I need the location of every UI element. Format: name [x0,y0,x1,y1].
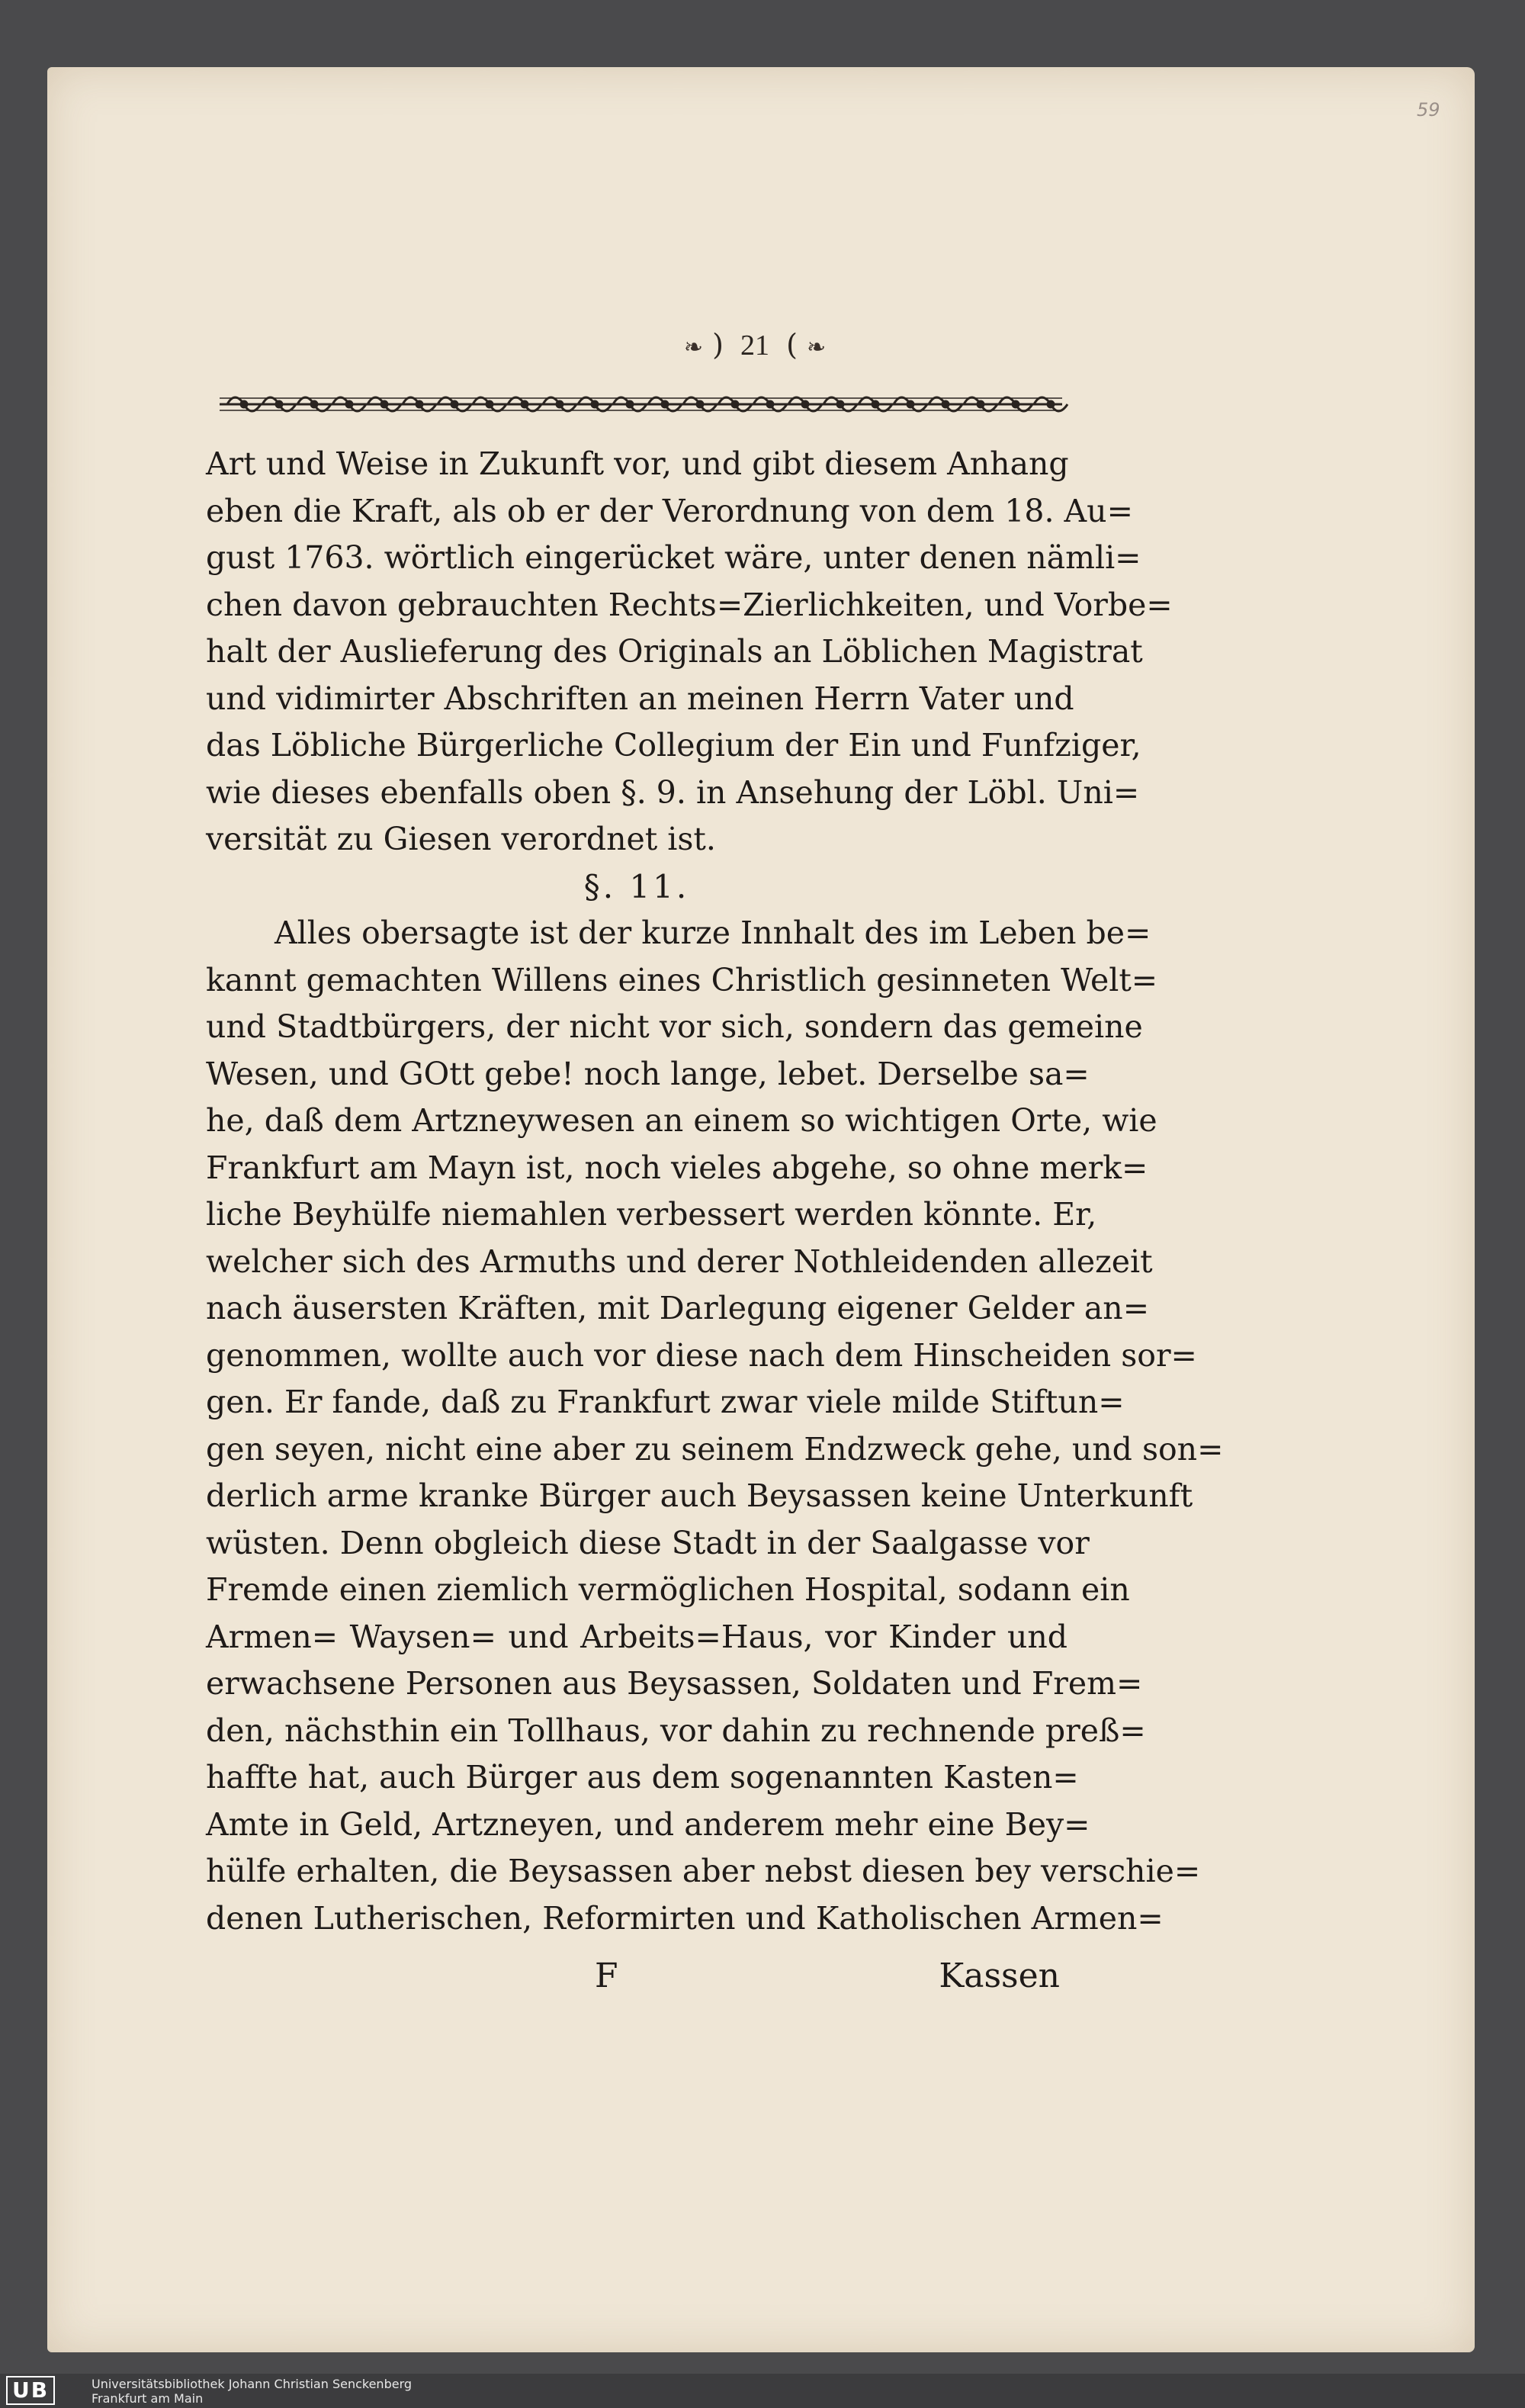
catchword: Kassen [939,1956,1060,1995]
text-line: und Stadtbürgers, der nicht vor sich, sondern das gemeine [206,1008,1143,1045]
library-logo: UB [6,2375,82,2406]
text-line: Alles obersagte ist der kurze Innhalt des im Leben be= [274,915,1151,951]
footer-line [206,1956,1068,2010]
text-line: wüsten. Denn obgleich diese Stadt in der Saalgasse vor [206,1524,1090,1561]
text-line: wie dieses ebenfalls oben §. 9. in Ansehung der Löbl. Uni= [206,773,1140,811]
text-line: welcher sich des Armuths und derer Nothleidenden allezeit [206,1243,1153,1280]
text-line: gust 1763. wörtlich eingerücket wäre, unter denen nämli= [206,539,1141,576]
text-line: das Löbliche Bürgerliche Collegium der Ein und Funfziger, [206,727,1141,764]
text-line: gen seyen, nicht eine aber zu seinem Endzweck gehe, und son= [206,1430,1224,1468]
text-line: hülfe erhalten, die Beysassen aber nebst diesen bey verschie= [206,1853,1201,1889]
left-ornament-icon: ❧ [683,334,703,361]
text-line: und vidimirter Abschriften an meinen Herrn Vater und [206,680,1074,717]
text-line: genommen, wollte auch vor diese nach dem Hinscheiden sor= [206,1336,1197,1374]
text-line: gen. Er fande, daß zu Frankfurt zwar viele milde Stiftun= [206,1384,1125,1420]
body-text [206,441,1224,1942]
text-line: Wesen, und GOtt gebe! noch lange, lebet. Derselbe sa= [206,1055,1090,1092]
text-line: versität zu Giesen verordnet ist. [206,821,716,857]
paragraph-2 [206,910,1224,1942]
paragraph-1 [206,441,1173,863]
text-line: nach äusersten Kräften, mit Darlegung eigener Gelder an= [206,1290,1150,1326]
text-line: Amte in Geld, Artzneyen, und anderem mehr eine Bey= [206,1805,1090,1843]
text-line: Armen= Waysen= und Arbeits=Haus, vor Kinder und [206,1618,1068,1655]
text-line: derlich arme kranke Bürger auch Beysassen keine Unterkunft [206,1477,1193,1514]
text-line: erwachsene Personen aus Beysassen, Soldaten und Frem= [206,1665,1143,1702]
folio-mark: 59 [1417,99,1440,121]
text-line: haffte hat, auch Bürger aus dem sogenannten Kasten= [206,1759,1079,1796]
text-line: Frankfurt am Mayn ist, noch vieles abgehe, so ohne merk= [206,1149,1148,1186]
text-line: eben die Kraft, als ob er der Verordnung von dem 18. Au= [206,492,1133,529]
text-line: chen davon gebrauchten Rechts=Zierlichkeiten, und Vorbe= [206,586,1173,623]
page-number: 21 [740,330,769,362]
paren-left: ) [712,328,724,362]
text-line: den, nächsthin ein Tollhaus, vor dahin zu rechnende preß= [206,1712,1146,1749]
page-header [503,328,1006,362]
section-heading: §. 11. [583,867,690,905]
text-line: he, daß dem Artzneywesen an einem so wichtigen Orte, wie [206,1102,1157,1139]
text-line: denen Lutherischen, Reformirten und Katholischen Armen= [206,1899,1164,1937]
signature-mark: F [595,1956,618,1995]
text-line: Art und Weise in Zukunft vor, und gibt diesem Anhang [206,445,1069,482]
text-line: liche Beyhülfe niemahlen verbessert werden könnte. Er, [206,1196,1097,1233]
text-line: halt der Auslieferung des Originals an Löblichen Magistrat [206,633,1143,670]
institution-name: Universitätsbibliothek Johann Christian Senckenberg Frankfurt am Main [92,2377,413,2406]
paren-right: ( [786,328,798,362]
text-line: Fremde einen ziemlich vermöglichen Hospital, sodann ein [206,1571,1130,1608]
right-ornament-icon: ❧ [807,334,827,361]
decorative-border-icon [220,381,1062,427]
text-line: kannt gemachten Willens eines Christlich gesinneten Welt= [206,961,1158,998]
